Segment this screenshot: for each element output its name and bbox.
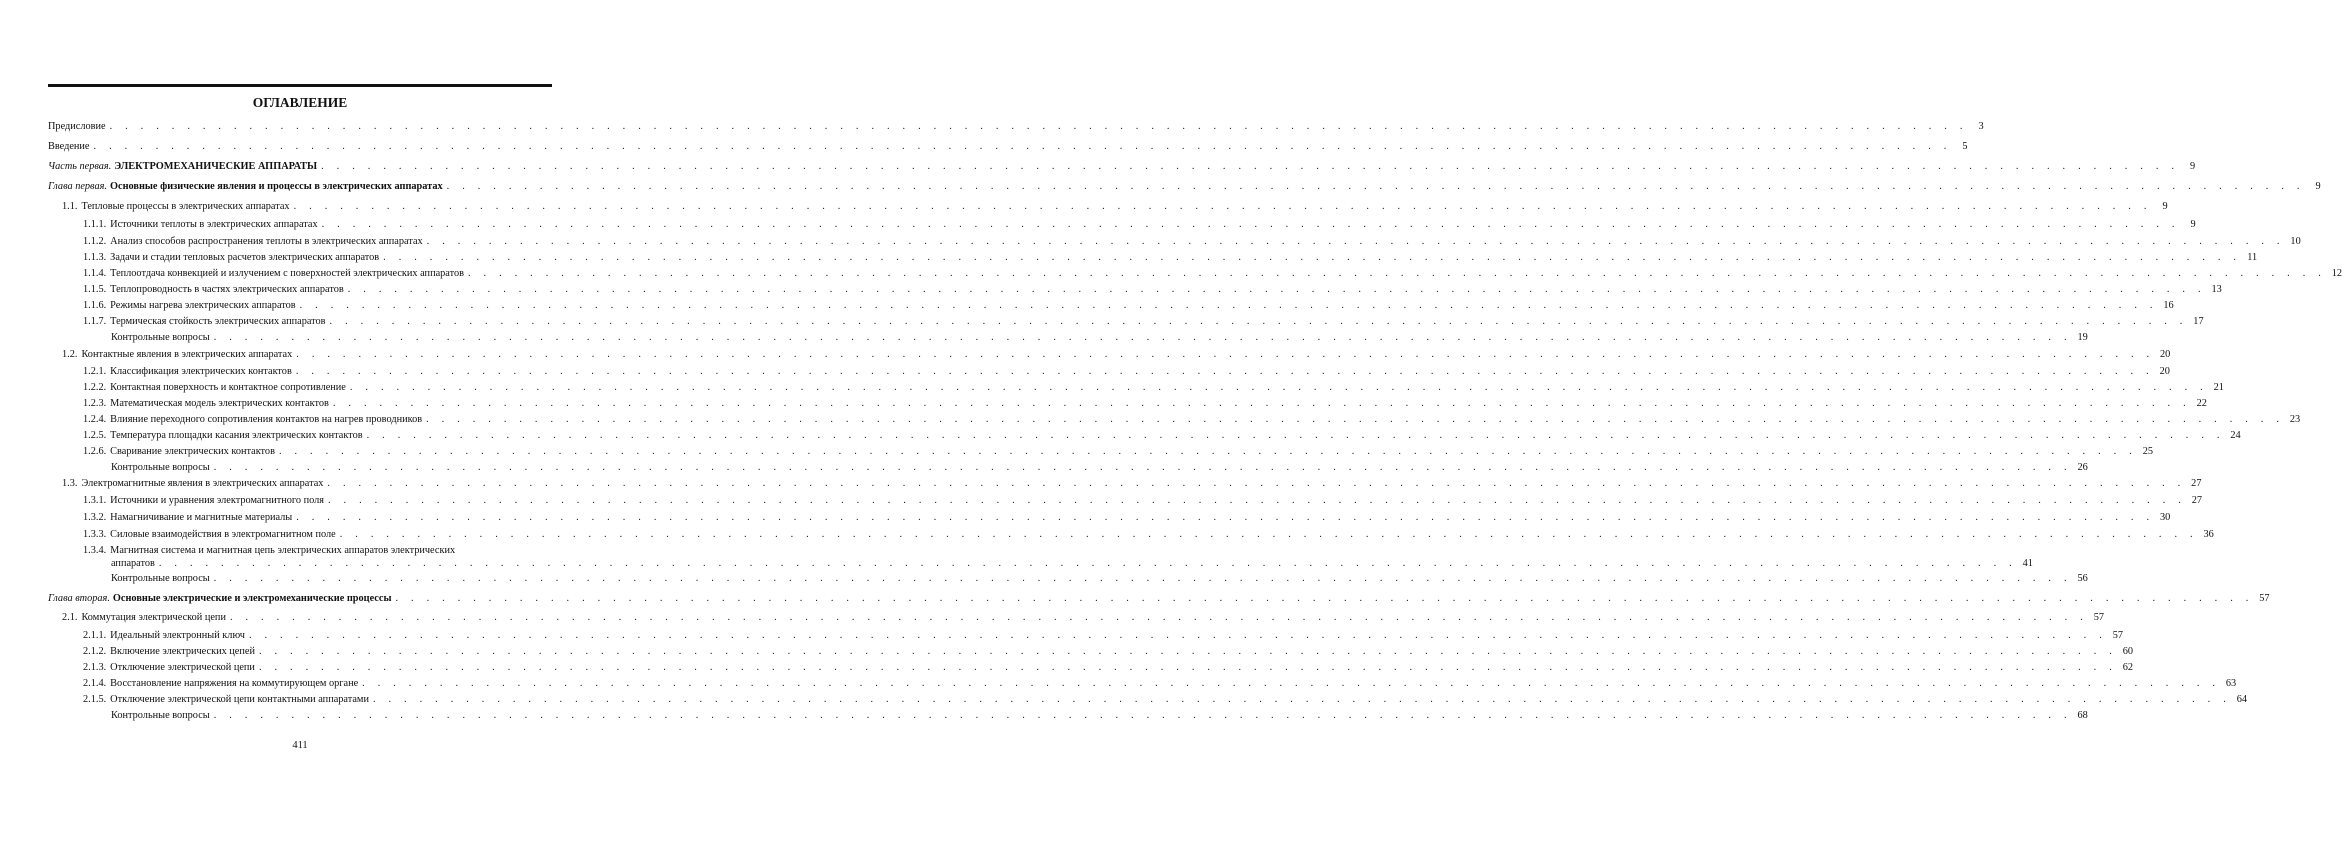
entry-title: Коммутация электрической цепи: [81, 612, 226, 623]
dot-leader: . . . . . . . . . . . . . . . . . . . . . . . . . . . . . . . . . . . . . . . . . . . . . . . . . . . . . . . . . . . . . . . . . . . . . . . . . . . . . . . . . . . . . . . . . . . . . . . . . . . . . . . . . . . . . . . . . . . . . . . .: [366, 430, 2225, 441]
toc-entry[interactable]: [83, 629, 2123, 642]
page-number: 411: [292, 740, 308, 751]
entry-number: 2.1.5.: [83, 694, 107, 705]
toc-entry[interactable]: [111, 572, 2088, 585]
entry-page: 57: [2093, 612, 2104, 623]
entry-number: 2.1.2.: [83, 646, 107, 657]
toc-entry[interactable]: [83, 528, 2214, 541]
entry-number: 1.3.: [62, 478, 78, 489]
entry-page: 19: [2077, 332, 2088, 343]
toc-entry[interactable]: [83, 429, 2241, 442]
entry-number: 1.1.1.: [83, 219, 107, 230]
toc-entry[interactable]: [48, 120, 1984, 133]
entry-prefix: Часть первая.: [48, 161, 112, 172]
entry-title: Источники теплоты в электрических аппаратах: [110, 219, 318, 230]
toc-entry[interactable]: [111, 709, 2088, 722]
entry-title: Идеальный электронный ключ: [110, 630, 245, 641]
toc-entry[interactable]: [83, 661, 2133, 674]
toc-entry[interactable]: [48, 140, 1968, 153]
toc-entry[interactable]: [83, 381, 2224, 394]
dot-leader: . . . . . . . . . . . . . . . . . . . . . . . . . . . . . . . . . . . . . . . . . . . . . . . . . . . . . . . . . . . . . . . . . . . . . . . . . . . . . . . . . . . . . . . . . . . . . . . . . . . . . . . . . . . . . . . . . . . . . . . .: [426, 236, 2285, 247]
toc-entry[interactable]: [83, 677, 2237, 690]
entry-page: 11: [2247, 252, 2258, 263]
entry-page: 26: [2077, 462, 2088, 473]
entry-title: Математическая модель электрических контактов: [110, 398, 329, 409]
entry-number: 2.1.1.: [83, 630, 107, 641]
dot-leader: . . . . . . . . . . . . . . . . . . . . . . . . . . . . . . . . . . . . . . . . . . . . . . . . . . . . . . . . . . . . . . . . . . . . . . . . . . . . . . . . . . . . . . . . . . . . . . . . . . . . . . . . . . . . . . . . . . . . . . . .: [321, 219, 2180, 230]
dot-leader: . . . . . . . . . . . . . . . . . . . . . . . . . . . . . . . . . . . . . . . . . . . . . . . . . . . . . . . . . . . . . . . . . . . . . . . . . . . . . . . . . . . . . . . . . . . . . . . . . . . . . . . . . . . . . . . . . . . . . . . .: [213, 573, 2072, 584]
entry-title: Отключение электрической цепи: [110, 662, 255, 673]
entry-number: 1.3.1.: [83, 495, 107, 506]
entry-number: 1.2.: [62, 349, 78, 360]
entry-page: 36: [2203, 529, 2214, 540]
dot-leader: . . . . . . . . . . . . . . . . . . . . . . . . . . . . . . . . . . . . . . . . . . . . . . . . . . . . . . . . . . . . . . . . . . . . . . . . . . . . . . . . . . . . . . . . . . . . . . . . . . . . . . . . . . . . . . . . . . . . . . . .: [347, 284, 2206, 295]
entry-title: Основные электрические и электромеханические процессы: [112, 593, 392, 604]
entry-title: Классификация электрических контактов: [110, 366, 292, 377]
toc-entry[interactable]: [48, 180, 2321, 193]
entry-page: 16: [2163, 300, 2174, 311]
entry-page: 57: [2112, 630, 2123, 641]
entry-number: 1.2.6.: [83, 446, 107, 457]
entry-page: 9: [2315, 181, 2321, 192]
dot-leader: . . . . . . . . . . . . . . . . . . . . . . . . . . . . . . . . . . . . . . . . . . . . . . . . . . . . . . . . . . . . . . . . . . . . . . . . . . . . . . . . . . . . . . . . . . . . . . . . . . . . . . . . . . . . . . . . . . . . . . . .: [248, 630, 2107, 641]
entry-title: Контрольные вопросы: [111, 332, 210, 343]
entry-page: 27: [2191, 495, 2203, 506]
entry-number: 2.1.: [62, 612, 78, 623]
toc-entry[interactable]: [83, 413, 2301, 426]
entry-number: 1.2.2.: [83, 382, 107, 393]
entry-page: 56: [2077, 573, 2088, 584]
toc-entry[interactable]: [83, 267, 2342, 280]
dot-leader: . . . . . . . . . . . . . . . . . . . . . . . . . . . . . . . . . . . . . . . . . . . . . . . . . . . . . . . . . . . . . . . . . . . . . . . . . . . . . . . . . . . . . . . . . . . . . . . . . . . . . . . . . . . . . . . . . . . . . . . .: [293, 201, 2152, 212]
entry-title: Теплоотдача конвекцией и излучением с поверхностей электрических аппаратов: [110, 268, 464, 279]
toc-entry[interactable]: [48, 160, 2196, 173]
toc-entry[interactable]: [62, 200, 2168, 213]
entry-title: Контрольные вопросы: [111, 573, 210, 584]
toc-entry[interactable]: [83, 397, 2207, 410]
toc-entry[interactable]: [83, 544, 543, 557]
toc-entry[interactable]: [83, 445, 2153, 458]
entry-number: 1.2.5.: [83, 430, 107, 441]
dot-leader: . . . . . . . . . . . . . . . . . . . . . . . . . . . . . . . . . . . . . . . . . . . . . . . . . . . . . . . . . . . . . . . . . . . . . . . . . . . . . . . . . . . . . . . . . . . . . . . . . . . . . . . . . . . . . . . . . . . . . . . .: [339, 529, 2198, 540]
toc-entry[interactable]: [83, 494, 2203, 507]
entry-number: 2.1.3.: [83, 662, 107, 673]
entry-title: Источники и уравнения электромагнитного поля: [110, 495, 324, 506]
entry-title: Влияние переходного сопротивления контактов на нагрев проводников: [110, 414, 423, 425]
toc-entry[interactable]: [83, 283, 2222, 296]
entry-page: 62: [2122, 662, 2133, 673]
dot-leader: . . . . . . . . . . . . . . . . . . . . . . . . . . . . . . . . . . . . . . . . . . . . . . . . . . . . . . . . . . . . . . . . . . . . . . . . . . . . . . . . . . . . . . . . . . . . . . . . . . . . . . . . . . . . . . . . . . . . . . . .: [295, 366, 2154, 377]
dot-leader: . . . . . . . . . . . . . . . . . . . . . . . . . . . . . . . . . . . . . . . . . . . . . . . . . . . . . . . . . . . . . . . . . . . . . . . . . . . . . . . . . . . . . . . . . . . . . . . . . . . . . . . . . . . . . . . . . . . . . . . .: [299, 300, 2158, 311]
entry-title-cont: аппаратов: [111, 558, 155, 569]
entry-title: Введение: [48, 141, 90, 152]
toc-entry[interactable]: [62, 348, 2171, 361]
dot-leader: . . . . . . . . . . . . . . . . . . . . . . . . . . . . . . . . . . . . . . . . . . . . . . . . . . . . . . . . . . . . . . . . . . . . . . . . . . . . . . . . . . . . . . . . . . . . . . . . . . . . . . . . . . . . . . . . . . . . . . . .: [213, 710, 2072, 721]
entry-number: 1.1.: [62, 201, 78, 212]
entry-page: 68: [2077, 710, 2088, 721]
entry-title: Сваривание электрических контактов: [110, 446, 275, 457]
entry-number: 1.1.4.: [83, 268, 107, 279]
entry-page: 20: [2159, 366, 2170, 377]
entry-page: 24: [2230, 430, 2241, 441]
entry-page: 9: [2190, 161, 2196, 172]
entry-number: 2.1.4.: [83, 678, 107, 689]
entry-title: Восстановление напряжения на коммутирующем органе: [110, 678, 359, 689]
entry-number: 1.1.6.: [83, 300, 107, 311]
entry-title: Температура площадки касания электрических контактов: [110, 430, 363, 441]
toc-entry[interactable]: [83, 693, 2247, 706]
entry-page: 13: [2211, 284, 2222, 295]
toc-entry[interactable]: [83, 645, 2134, 658]
dot-leader: . . . . . . . . . . . . . . . . . . . . . . . . . . . . . . . . . . . . . . . . . . . . . . . . . . . . . . . . . . . . . . . . . . . . . . . . . . . . . . . . . . . . . . . . . . . . . . . . . . . . . . . . . . . . . . . . . . . . . . . .: [278, 446, 2137, 457]
entry-number: 1.2.3.: [83, 398, 107, 409]
dot-leader: . . . . . . . . . . . . . . . . . . . . . . . . . . . . . . . . . . . . . . . . . . . . . . . . . . . . . . . . . . . . . . . . . . . . . . . . . . . . . . . . . . . . . . . . . . . . . . . . . . . . . . . . . . . . . . . . . . . . . . . .: [327, 478, 2186, 489]
entry-page: 9: [2162, 201, 2168, 212]
entry-title: Основные физические явления и процессы в электрических аппаратах: [109, 181, 443, 192]
dot-leader: . . . . . . . . . . . . . . . . . . . . . . . . . . . . . . . . . . . . . . . . . . . . . . . . . . . . . . . . . . . . . . . . . . . . . . . . . . . . . . . . . . . . . . . . . . . . . . . . . . . . . . . . . . . . . . . . . . . . . . . .: [349, 382, 2208, 393]
entry-page: 21: [2213, 382, 2224, 393]
toc-entry[interactable]: [83, 235, 2301, 248]
entry-number: 1.3.4.: [83, 545, 107, 556]
entry-title: ЭЛЕКТРОМЕХАНИЧЕСКИЕ АППАРАТЫ: [114, 161, 318, 172]
entry-page: 10: [2290, 236, 2301, 247]
toc-entry[interactable]: [62, 611, 2104, 624]
dot-leader: . . . . . . . . . . . . . . . . . . . . . . . . . . . . . . . . . . . . . . . . . . . . . . . . . . . . . . . . . . . . . . . . . . . . . . . . . . . . . . . . . . . . . . . . . . . . . . . . . . . . . . . . . . . . . . . . . . . . . . . .: [296, 512, 2155, 523]
toc-entry[interactable]: [111, 331, 2088, 344]
toc-entry[interactable]: [83, 251, 2258, 264]
toc-entry[interactable]: [83, 218, 2196, 231]
entry-title: Отключение электрической цепи контактными аппаратами: [110, 694, 369, 705]
entry-number: 1.1.7.: [83, 316, 107, 327]
dot-leader: . . . . . . . . . . . . . . . . . . . . . . . . . . . . . . . . . . . . . . . . . . . . . . . . . . . . . . . . . . . . . . . . . . . . . . . . . . . . . . . . . . . . . . . . . . . . . . . . . . . . . . . . . . . . . . . . . . . . . . . .: [109, 121, 1968, 132]
dot-leader: . . . . . . . . . . . . . . . . . . . . . . . . . . . . . . . . . . . . . . . . . . . . . . . . . . . . . . . . . . . . . . . . . . . . . . . . . . . . . . . . . . . . . . . . . . . . . . . . . . . . . . . . . . . . . . . . . . . . . . . .: [446, 181, 2305, 192]
entry-title: Силовые взаимодействия в электромагнитном поле: [110, 529, 336, 540]
entry-page: 27: [2191, 478, 2202, 489]
dot-leader: . . . . . . . . . . . . . . . . . . . . . . . . . . . . . . . . . . . . . . . . . . . . . . . . . . . . . . . . . . . . . . . . . . . . . . . . . . . . . . . . . . . . . . . . . . . . . . . . . . . . . . . . . . . . . . . . . . . . . . . .: [229, 612, 2088, 623]
entry-number: 1.1.5.: [83, 284, 107, 295]
dot-leader: . . . . . . . . . . . . . . . . . . . . . . . . . . . . . . . . . . . . . . . . . . . . . . . . . . . . . . . . . . . . . . . . . . . . . . . . . . . . . . . . . . . . . . . . . . . . . . . . . . . . . . . . . . . . . . . . . . . . . . . .: [327, 495, 2187, 506]
entry-page: 41: [2022, 558, 2033, 569]
toc-entry[interactable]: [83, 511, 2171, 524]
dot-leader: . . . . . . . . . . . . . . . . . . . . . . . . . . . . . . . . . . . . . . . . . . . . . . . . . . . . . . . . . . . . . . . . . . . . . . . . . . . . . . . . . . . . . . . . . . . . . . . . . . . . . . . . . . . . . . . . . . . . . . . .: [467, 268, 2327, 279]
entry-page: 63: [2225, 678, 2237, 689]
entry-title: Магнитная система и магнитная цепь электрических аппаратов электрических: [110, 545, 456, 556]
entry-prefix: Глава вторая.: [48, 593, 110, 604]
entry-title: Термическая стойкость электрических аппаратов: [110, 316, 326, 327]
toc-entry[interactable]: [83, 299, 2174, 312]
entry-page: 22: [2196, 398, 2207, 409]
dot-leader: . . . . . . . . . . . . . . . . . . . . . . . . . . . . . . . . . . . . . . . . . . . . . . . . . . . . . . . . . . . . . . . . . . . . . . . . . . . . . . . . . . . . . . . . . . . . . . . . . . . . . . . . . . . . . . . . . . . . . . . .: [372, 694, 2231, 705]
entry-page: 9: [2190, 219, 2196, 230]
toc-entry[interactable]: [111, 461, 2088, 474]
entry-title: Контактные явления в электрических аппаратах: [81, 349, 293, 360]
entry-title: Контактная поверхность и контактное сопротивление: [110, 382, 346, 393]
dot-leader: . . . . . . . . . . . . . . . . . . . . . . . . . . . . . . . . . . . . . . . . . . . . . . . . . . . . . . . . . . . . . . . . . . . . . . . . . . . . . . . . . . . . . . . . . . . . . . . . . . . . . . . . . . . . . . . . . . . . . . . .: [258, 646, 2118, 657]
dot-leader: . . . . . . . . . . . . . . . . . . . . . . . . . . . . . . . . . . . . . . . . . . . . . . . . . . . . . . . . . . . . . . . . . . . . . . . . . . . . . . . . . . . . . . . . . . . . . . . . . . . . . . . . . . . . . . . . . . . . . . . .: [362, 678, 2221, 689]
dot-leader: . . . . . . . . . . . . . . . . . . . . . . . . . . . . . . . . . . . . . . . . . . . . . . . . . . . . . . . . . . . . . . . . . . . . . . . . . . . . . . . . . . . . . . . . . . . . . . . . . . . . . . . . . . . . . . . . . . . . . . . .: [426, 414, 2285, 425]
entry-page: 30: [2159, 512, 2171, 523]
entry-page: 57: [2259, 593, 2270, 604]
entry-page: 20: [2160, 349, 2171, 360]
entry-title: Контрольные вопросы: [111, 710, 210, 721]
header-rule: [48, 84, 552, 87]
dot-leader: . . . . . . . . . . . . . . . . . . . . . . . . . . . . . . . . . . . . . . . . . . . . . . . . . . . . . . . . . . . . . . . . . . . . . . . . . . . . . . . . . . . . . . . . . . . . . . . . . . . . . . . . . . . . . . . . . . . . . . . .: [258, 662, 2117, 673]
entry-title: Режимы нагрева электрических аппаратов: [110, 300, 296, 311]
toc-entry-continuation[interactable]: [111, 557, 2033, 570]
entry-page: 23: [2289, 414, 2301, 425]
entry-number: 1.1.2.: [83, 236, 107, 247]
entry-title: Задачи и стадии тепловых расчетов электрических аппаратов: [110, 252, 380, 263]
dot-leader: . . . . . . . . . . . . . . . . . . . . . . . . . . . . . . . . . . . . . . . . . . . . . . . . . . . . . . . . . . . . . . . . . . . . . . . . . . . . . . . . . . . . . . . . . . . . . . . . . . . . . . . . . . . . . . . . . . . . . . . .: [332, 398, 2191, 409]
dot-leader: . . . . . . . . . . . . . . . . . . . . . . . . . . . . . . . . . . . . . . . . . . . . . . . . . . . . . . . . . . . . . . . . . . . . . . . . . . . . . . . . . . . . . . . . . . . . . . . . . . . . . . . . . . . . . . . . . . . . . . . .: [213, 462, 2072, 473]
entry-page: 5: [1962, 141, 1968, 152]
dot-leader: . . . . . . . . . . . . . . . . . . . . . . . . . . . . . . . . . . . . . . . . . . . . . . . . . . . . . . . . . . . . . . . . . . . . . . . . . . . . . . . . . . . . . . . . . . . . . . . . . . . . . . . . . . . . . . . . . . . . . . . .: [93, 141, 1952, 152]
entry-title: Включение электрических цепей: [110, 646, 255, 657]
entry-number: 1.2.4.: [83, 414, 107, 425]
entry-page: 64: [2236, 694, 2247, 705]
dot-leader: . . . . . . . . . . . . . . . . . . . . . . . . . . . . . . . . . . . . . . . . . . . . . . . . . . . . . . . . . . . . . . . . . . . . . . . . . . . . . . . . . . . . . . . . . . . . . . . . . . . . . . . . . . . . . . . . . . . . . . . .: [329, 316, 2188, 327]
entry-number: 1.3.3.: [83, 529, 107, 540]
entry-number: 1.1.3.: [83, 252, 107, 263]
dot-leader: . . . . . . . . . . . . . . . . . . . . . . . . . . . . . . . . . . . . . . . . . . . . . . . . . . . . . . . . . . . . . . . . . . . . . . . . . . . . . . . . . . . . . . . . . . . . . . . . . . . . . . . . . . . . . . . . . . . . . . . .: [321, 161, 2180, 172]
entry-title: Электромагнитные явления в электрических аппаратах: [81, 478, 324, 489]
entry-title: Намагничивание и магнитные материалы: [110, 512, 293, 523]
entry-page: 17: [2193, 316, 2204, 327]
page-title: ОГЛАВЛЕНИЕ: [252, 95, 348, 110]
toc-entry[interactable]: [83, 315, 2204, 328]
dot-leader: . . . . . . . . . . . . . . . . . . . . . . . . . . . . . . . . . . . . . . . . . . . . . . . . . . . . . . . . . . . . . . . . . . . . . . . . . . . . . . . . . . . . . . . . . . . . . . . . . . . . . . . . . . . . . . . . . . . . . . . .: [296, 349, 2155, 360]
dot-leader: . . . . . . . . . . . . . . . . . . . . . . . . . . . . . . . . . . . . . . . . . . . . . . . . . . . . . . . . . . . . . . . . . . . . . . . . . . . . . . . . . . . . . . . . . . . . . . . . . . . . . . . . . . . . . . . . . . . . . . . .: [395, 593, 2254, 604]
entry-page: 25: [2142, 446, 2153, 457]
entry-title: Тепловые процессы в электрических аппаратах: [81, 201, 290, 212]
entry-number: 1.3.2.: [83, 512, 107, 523]
dot-leader: . . . . . . . . . . . . . . . . . . . . . . . . . . . . . . . . . . . . . . . . . . . . . . . . . . . . . . . . . . . . . . . . . . . . . . . . . . . . . . . . . . . . . . . . . . . . . . . . . . . . . . . . . . . . . . . . . . . . . . . .: [158, 558, 2017, 569]
entry-title: Анализ способов распространения теплоты в электрических аппаратах: [110, 236, 423, 247]
entry-page: 12: [2331, 268, 2342, 279]
dot-leader: . . . . . . . . . . . . . . . . . . . . . . . . . . . . . . . . . . . . . . . . . . . . . . . . . . . . . . . . . . . . . . . . . . . . . . . . . . . . . . . . . . . . . . . . . . . . . . . . . . . . . . . . . . . . . . . . . . . . . . . .: [213, 332, 2072, 343]
dot-leader: . . . . . . . . . . . . . . . . . . . . . . . . . . . . . . . . . . . . . . . . . . . . . . . . . . . . . . . . . . . . . . . . . . . . . . . . . . . . . . . . . . . . . . . . . . . . . . . . . . . . . . . . . . . . . . . . . . . . . . . .: [383, 252, 2242, 263]
toc-entry[interactable]: [62, 477, 2202, 490]
entry-prefix: Глава первая.: [48, 181, 107, 192]
entry-page: 3: [1978, 121, 1984, 132]
entry-page: 60: [2122, 646, 2134, 657]
entry-title: Предисловие: [48, 121, 106, 132]
toc-entry[interactable]: [83, 365, 2170, 378]
entry-number: 1.2.1.: [83, 366, 107, 377]
toc-entry[interactable]: [48, 592, 2270, 605]
entry-title: Контрольные вопросы: [111, 462, 210, 473]
entry-title: Теплопроводность в частях электрических аппаратов: [110, 284, 344, 295]
